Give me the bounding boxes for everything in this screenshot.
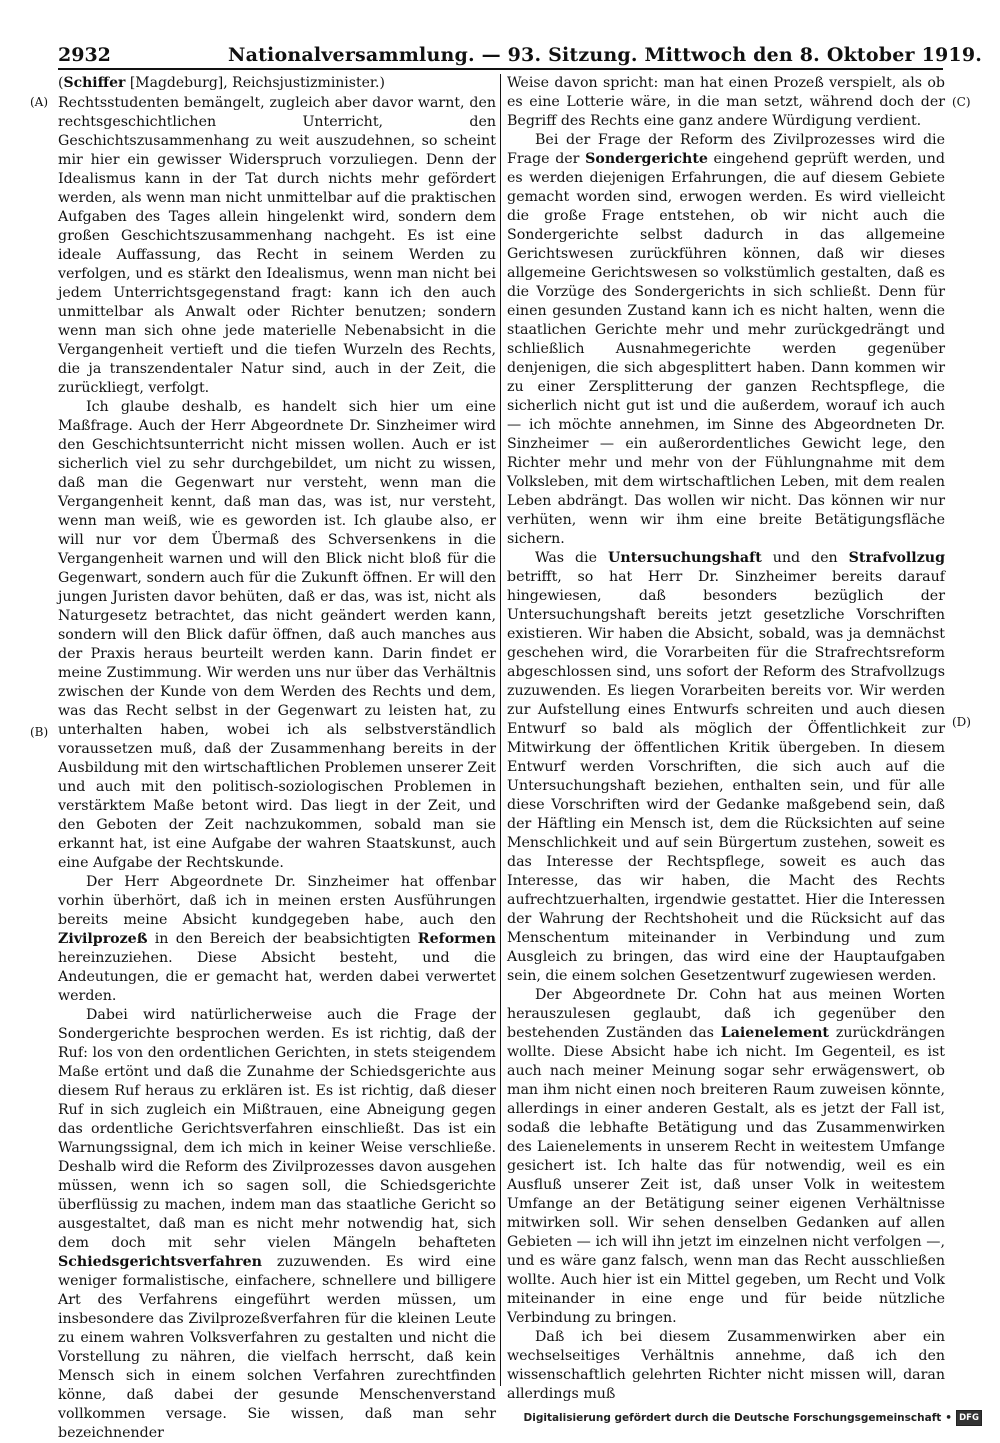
paragraph: Weise davon spricht: man hat einen Prozeß verspielt, als ob es eine Lotterie wäre, in die man setzt, während doch der Begriff des Rechts eine ganz andere Würdigung verdient.	[507, 75, 945, 129]
emphasized-term: Zivilprozeß	[58, 931, 148, 947]
margin-marker-c: (C)	[952, 95, 971, 109]
footer	[524, 1410, 982, 1426]
emphasized-term: Schiedsgerichtsverfahren	[58, 1254, 263, 1270]
header-rule	[58, 68, 943, 70]
footer-separator: •	[945, 1412, 952, 1424]
emphasized-term: Strafvollzug	[848, 550, 945, 566]
paragraph: Daß ich bei diesem Zusammenwirken aber ein wechselseitiges Verhältnis annehme, daß ich den wissenschaftlich gelehrten Richter nicht missen will, daran allerdings muß	[507, 1329, 945, 1402]
paragraph: Der Herr Abgeordnete Dr. Sinzheimer hat offenbar vorhin überhört, daß ich in meinen ersten Ausführungen bereits meine Absicht kundgegeben habe, auch den Zivilprozeß in den Bereich der beabsichtigten Reformen hereinzuziehen. Diese Absicht besteht, und die Andeutungen, die er gemacht hat, werden dabei verwertet werden.	[58, 874, 496, 1004]
speaker-name: Schiffer	[63, 75, 126, 91]
right-column	[507, 74, 946, 1402]
running-title: Nationalversammlung. — 93. Sitzung. Mittwoch den 8. Oktober 1919.	[228, 44, 983, 66]
emphasized-term: Reformen	[417, 931, 496, 947]
paragraph: Ich glaube deshalb, es handelt sich hier um eine Maßfrage. Auch der Herr Abgeordnete Dr. Sinzheimer wird den Geschichtsunterricht nicht missen wollen. Auch er ist sicherlich viel zu sehr durchgebildet, um nicht zu wissen, daß man die Gegenwart nur versteht, wenn man die Vergangenheit kennt, daß man das, was ist, nur versteht, wenn man weiß, wie es geworden ist. Ich glaube also, er will nur vor dem Übermaß des Schversenkens in die Vergangenheit warnen und will den Blick nicht bloß für die Gegenwart, sondern auch für die Zukunft öffnen. Er will den jungen Juristen davor behüten, daß er das, was ist, nicht als Naturgesetz betrachtet, das nicht geändert werden kann, sondern will den Blick dafür öffnen, daß auch manches aus der Praxis heraus beurteilt werden kann. Darin findet er meine Zustimmung. Wir werden uns nur über das Verhältnis zwischen der Kunde von dem Werden des Rechts und dem, was das Recht selbst in der Gegenwart zu leisten hat, zu unterhalten haben, wobei ich als selbstverständlich voraussetzen muß, daß der Zusammenhang bereits in der Ausbildung mit den wirtschaftlichen Problemen unserer Zeit und auch mit den politisch-soziologischen Problemen in verstärktem Maße betont wird. Das liegt in der Zeit, und den Geboten der Zeit nachzukommen, sobald man sie erkannt hat, ist eine Aufgabe der wahren Staatskunst, auch eine Aufgabe der Rechtskunde.	[58, 399, 496, 871]
footer-text: Digitalisierung gefördert durch die Deutsche Forschungsgemeinschaft	[523, 1412, 942, 1424]
paragraph: Dabei wird natürlicherweise auch die Frage der Sondergerichte besprochen werden. Es ist richtig, daß der Ruf: los von den ordentlichen Gerichten, in stets steigendem Maße ertönt und daß die Zunahme der Schiedsgerichte aus diesem Ruf heraus zu erklären ist. Es ist richtig, daß dieser Ruf in sich zugleich ein Mißtrauen, eine Abneigung gegen das ordentliche Gerichtsverfahren einschließt. Das ist ein Warnungssignal, dem ich mich in keiner Weise verschließe. Deshalb wird die Reform des Zivilprozesses davon ausgehen müssen, wenn ich so sagen soll, die Schiedsgerichte überflüssig zu machen, indem man das staatliche Gericht so ausgestaltet, daß man es nicht mehr notwendig hat, sich dem doch mit sehr vielen Mängeln behafteten Schiedsgerichtsverfahren zuzuwenden. Es wird eine weniger formalistische, einfachere, schnellere und billigere Art des Verfahrens eingeführt werden müssen, um insbesondere das Zivilprozeßverfahren für die kleinen Leute zu einem wahren Volksverfahren zu gestalten und nicht die Vorstellung zu nähren, die vielfach herrscht, daß kein Mensch sich in einem solchen Verfahren zurechtfinden könne, daß dabei der gesunde Menschenverstand vollkommen versage. Sie wissen, daß man sehr bezeichnender	[58, 1007, 496, 1441]
paragraph: Der Abgeordnete Dr. Cohn hat aus meinen Worten herauszulesen geglaubt, daß ich gegenüber den bestehenden Zuständen das Laienelement zurückdrängen wollte. Diese Absicht habe ich nicht. Im Gegenteil, es ist auch nach meiner Meinung sogar sehr erwägenswert, ob man ihm nicht einen noch breiteren Raum zuweisen könnte, allerdings in einer anderen Gestalt, als es jetzt der Fall ist, sodaß die lebhafte Betätigung und das Zusammenwirken des Laienelements in unserem Recht in weitestem Umfange gesichert ist. Ich halte das für notwendig, weil es ein Ausfluß unserer Zeit ist, daß unser Volk in weitestem Umfange an der Betätigung seiner eigenen Verhältnisse mitwirken soll. Wir sehen denselben Gedanken auf allen Gebieten — ich will ihn jetzt im einzelnen nicht verfolgen —, und es wäre ganz falsch, wenn man das Recht ausschließen wollte. Auch hier ist ein Mittel gegeben, um Recht und Volk miteinander in eine enge und für beide nützliche Verbindung zu bringen.	[507, 987, 945, 1326]
emphasized-term: Laienelement	[720, 1025, 829, 1041]
dfg-logo-icon: DFG	[956, 1410, 982, 1426]
page-number: 2932	[58, 44, 111, 66]
paragraph: Bei der Frage der Reform des Zivilprozesses wird die Frage der Sondergerichte eingehend geprüft werden, und es werden diejenigen Erfahrungen, die auf diesem Gebiete gemacht worden sind, erwogen werden. Es wird vielleicht die große Frage entstehen, ob wir nicht auch die Sondergerichte selbst dadurch in das allgemeine Gerichtswesen zurückführen können, daß wir dieses allgemeine Gerichtswesen so volkstümlich gestalten, daß es die Vorzüge des Sondergerichts in sich schließt. Denn für einen gesunden Zustand kann ich es nicht halten, wenn die staatlichen Gerichte mehr und mehr zurückgedrängt und schließlich Ausnahmegerichte werden gegenüber denjenigen, die sich abgesplittert haben. Dann kommen wir zu einer Zersplitterung der ganzen Rechtspflege, die sicherlich nicht gut ist und die außerdem, worauf ich auch — ich möchte annehmen, im Sinne des Abgeordneten Dr. Sinzheimer — ein außerordentliches Gewicht lege, den Richter mehr und mehr von der Fühlungnahme mit dem Volksleben, mit dem wirtschaftlichen Leben, mit dem realen Leben abdrängt. Das wollen wir nicht. Das können wir nur verhüten, wenn wir ihm eine breite Betätigungsfläche sichern.	[507, 132, 946, 547]
margin-marker-a: (A)	[30, 95, 49, 109]
paragraph: Rechtsstudenten bemängelt, zugleich aber davor warnt, den rechtsgeschichtlichen Unterricht, den Geschichtszusammenhang zu weit auszudehnen, so scheint mir hier ein gewisser Widerspruch vorzuliegen. Denn der Idealismus kann in der Tat durch nichts mehr gefördert werden, als wenn man nicht unmittelbar auf die praktischen Aufgaben des Tages allein hingelenkt wird, sondern dem großen Geschichtszusammenhang nachgeht. Es ist eine ideale Auffassung, das Recht in seinem Werden zu verfolgen, und es stärkt den Idealismus, wenn man nicht bei jedem Unterrichtsgegenstand fragt: kann ich den auch unmittelbar als Anwalt oder Richter benutzen; sondern wenn man sich ohne jede materielle Nebenabsicht in die Vergangenheit vertieft und die tiefen Wurzeln des Rechts, die ja transzendentaler Natur sind, auch in der Zeit, die zurückliegt, verfolgt.	[58, 95, 496, 396]
speaker-role: [Magdeburg], Reichsjustizminister.)	[125, 75, 385, 91]
paragraph: Was die Untersuchungshaft und den Strafvollzug betrifft, so hat Herr Dr. Sinzheimer bereits darauf hingewiesen, daß besonders bezüglich der Untersuchungshaft bereits jetzt gesetzliche Vorschriften existieren. Wir haben die Absicht, sobald, was ja demnächst geschehen wird, die Vorarbeiten für die Strafrechtsreform abgeschlossen sind, uns sofort der Reform des Strafvollzugs zuzuwenden. Es liegen Vorarbeiten bereits vor. Wir werden zur Aufstellung eines Entwurfs schreiten und auch diesen Entwurf so bald als möglich der Öffentlichkeit zur Mitwirkung der öffentlichen Kritik übergeben. In diesem Entwurf werden Vorschriften, die sich auch auf die Untersuchungshaft beziehen, enthalten sein, und für alle diese Vorschriften wird der Gedanke maßgebend sein, daß der Häftling ein Mensch ist, dem die Rücksichten auf seine Menschlichkeit und auf sein Bürgertum zustehen, soweit es das Interesse der Rechtspflege, soweit es auch das Interesse, das wir haben, die Macht des Rechts aufrechtzuerhalten, irgendwie gestattet. Hier die Interessen der Wahrung der Rechtshoheit und die Rücksicht auf das Menschentum miteinander in Verbindung und zum Ausgleich zu bringen, das wird eine der Hauptaufgaben sein, die einem solchen Gesetzentwurf zugewiesen werden.	[507, 550, 945, 984]
emphasized-term: Untersuchungshaft	[608, 550, 762, 566]
column-separator	[500, 74, 501, 1386]
margin-marker-d: (D)	[952, 715, 971, 729]
emphasized-term: Sondergerichte	[585, 151, 708, 167]
speaker-label: (Schiffer [Magdeburg], Reichsjustizminister.)	[58, 75, 385, 91]
margin-marker-b: (B)	[30, 725, 49, 739]
left-column	[58, 74, 496, 1441]
